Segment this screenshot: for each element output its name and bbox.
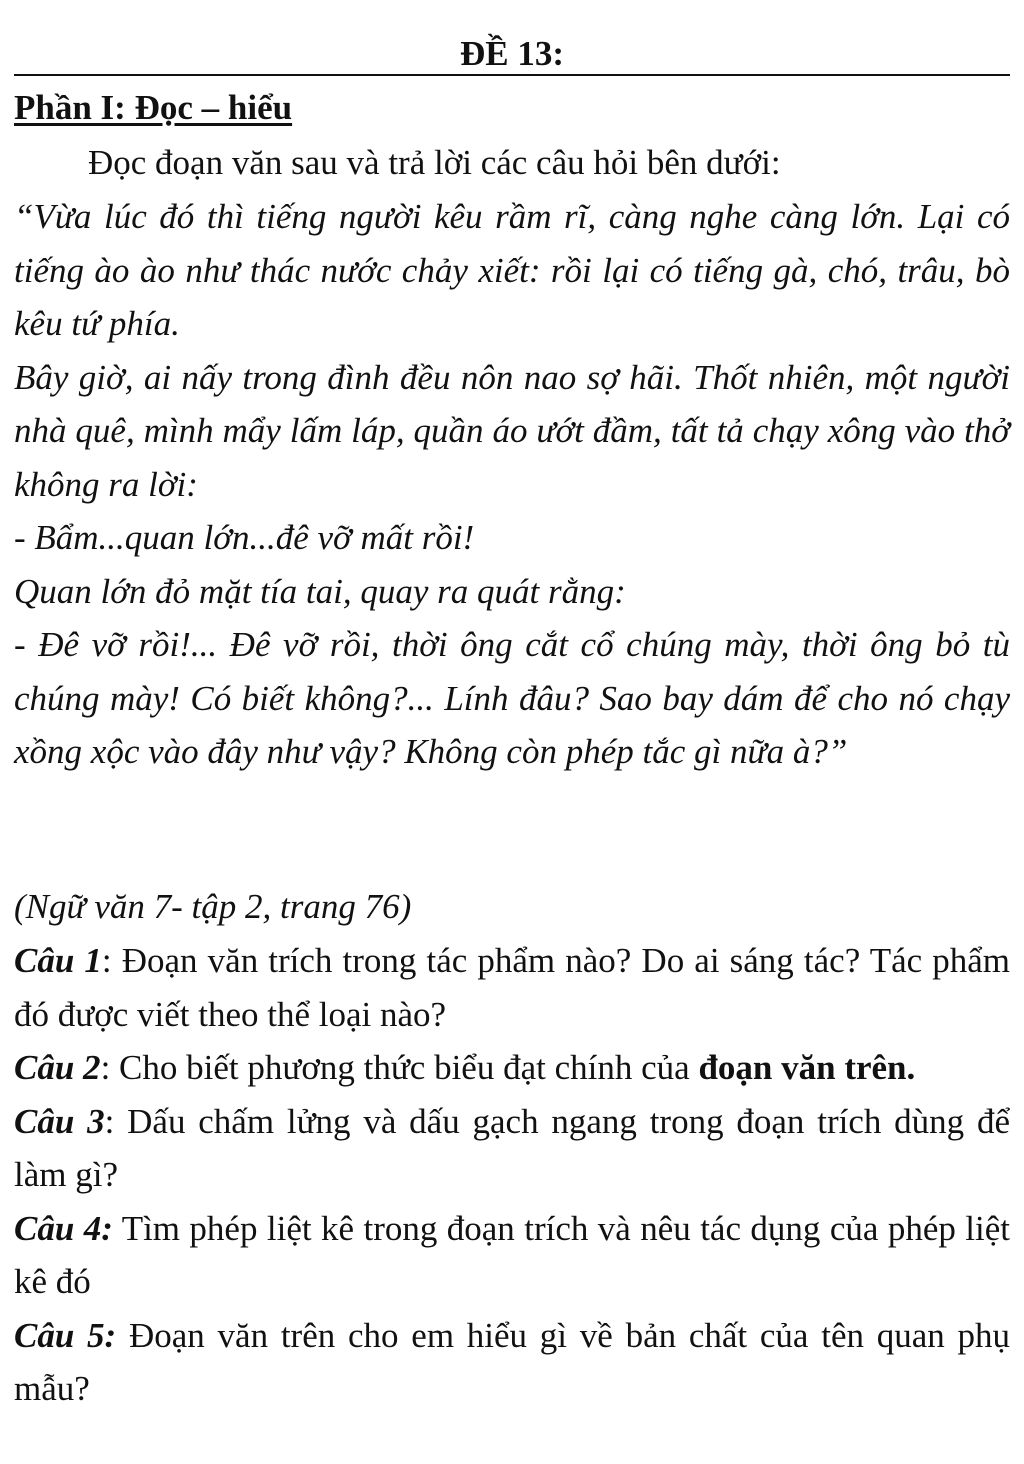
question-label: Câu 1 [14,941,102,980]
passage-paragraph: “Vừa lúc đó thì tiếng người kêu rầm rĩ, càng nghe càng lớn. Lại có tiếng ào ào như thác nước chảy xiết: rồi lại có tiếng gà, chó, trâu, bò kêu tứ phía. [14,197,1010,343]
question-label: Câu 3 [14,1101,105,1141]
question-item [14,1095,1010,1202]
question-text: Cho biết phương thức biểu đạt chính của [119,1048,699,1087]
question-label: Câu 4: [14,1208,113,1248]
question-text: Đoạn văn trích trong tác phẩm nào? Do ai sáng tác? Tác phẩm đó được viết theo thể loại nào? [14,941,1011,1034]
question-separator: : [100,1048,120,1087]
question-item [14,1041,1010,1095]
exam-title: ĐỀ 13: [459,34,565,73]
passage-paragraph: - Bẩm...quan lớn...đê vỡ mất rồi! [14,518,475,557]
passage-paragraph: - Đê vỡ rồi!... Đê vỡ rồi, thời ông cắt cổ chúng mày, thời ông bỏ tù chúng mày! Có biết không?... Lính đâu? Sao bay dám để cho nó chạy xồng xộc vào đây như vậy? Không còn phép tắc gì nữa à?” [14,625,1010,771]
question-item [14,1309,1010,1416]
question-bold-text: đoạn văn trên. [698,1048,916,1087]
reading-passage [14,190,1010,779]
passage-paragraph: Quan lớn đỏ mặt tía tai, quay ra quát rằng: [14,571,626,611]
question-separator [116,1316,129,1355]
question-text: Tìm phép liệt kê trong đoạn trích và nêu tác dụng của phép liệt kê đó [14,1208,1010,1301]
question-separator: : [104,1101,128,1141]
question-text: Dấu chấm lửng và dấu gạch ngang trong đoạn trích dùng để làm gì? [14,1101,1010,1194]
question-list [14,934,1010,1416]
question-label: Câu 2 [14,1048,101,1087]
question-label: Câu 5: [14,1315,117,1355]
question-text: Đoạn văn trên cho em hiểu gì về bản chất của tên quan phụ mẫu? [14,1315,1011,1408]
passage-paragraph: Bây giờ, ai nấy trong đình đều nôn nao sợ hãi. Thốt nhiên, một người nhà quê, mình mẩy lấm láp, quần áo ướt đầm, tất tả chạy xông vào thở không ra lời: [14,357,1010,504]
question-item [14,1202,1010,1309]
title-divider [14,74,1010,76]
section-heading: Phần I: Đọc – hiểu [14,88,293,127]
question-separator [113,1209,122,1248]
passage-source: (Ngữ văn 7- tập 2, trang 76) [14,887,412,926]
question-item [14,934,1010,1041]
question-separator: : [101,941,122,980]
reading-instruction: Đọc đoạn văn sau và trả lời các câu hỏi bên dưới: [88,143,781,182]
